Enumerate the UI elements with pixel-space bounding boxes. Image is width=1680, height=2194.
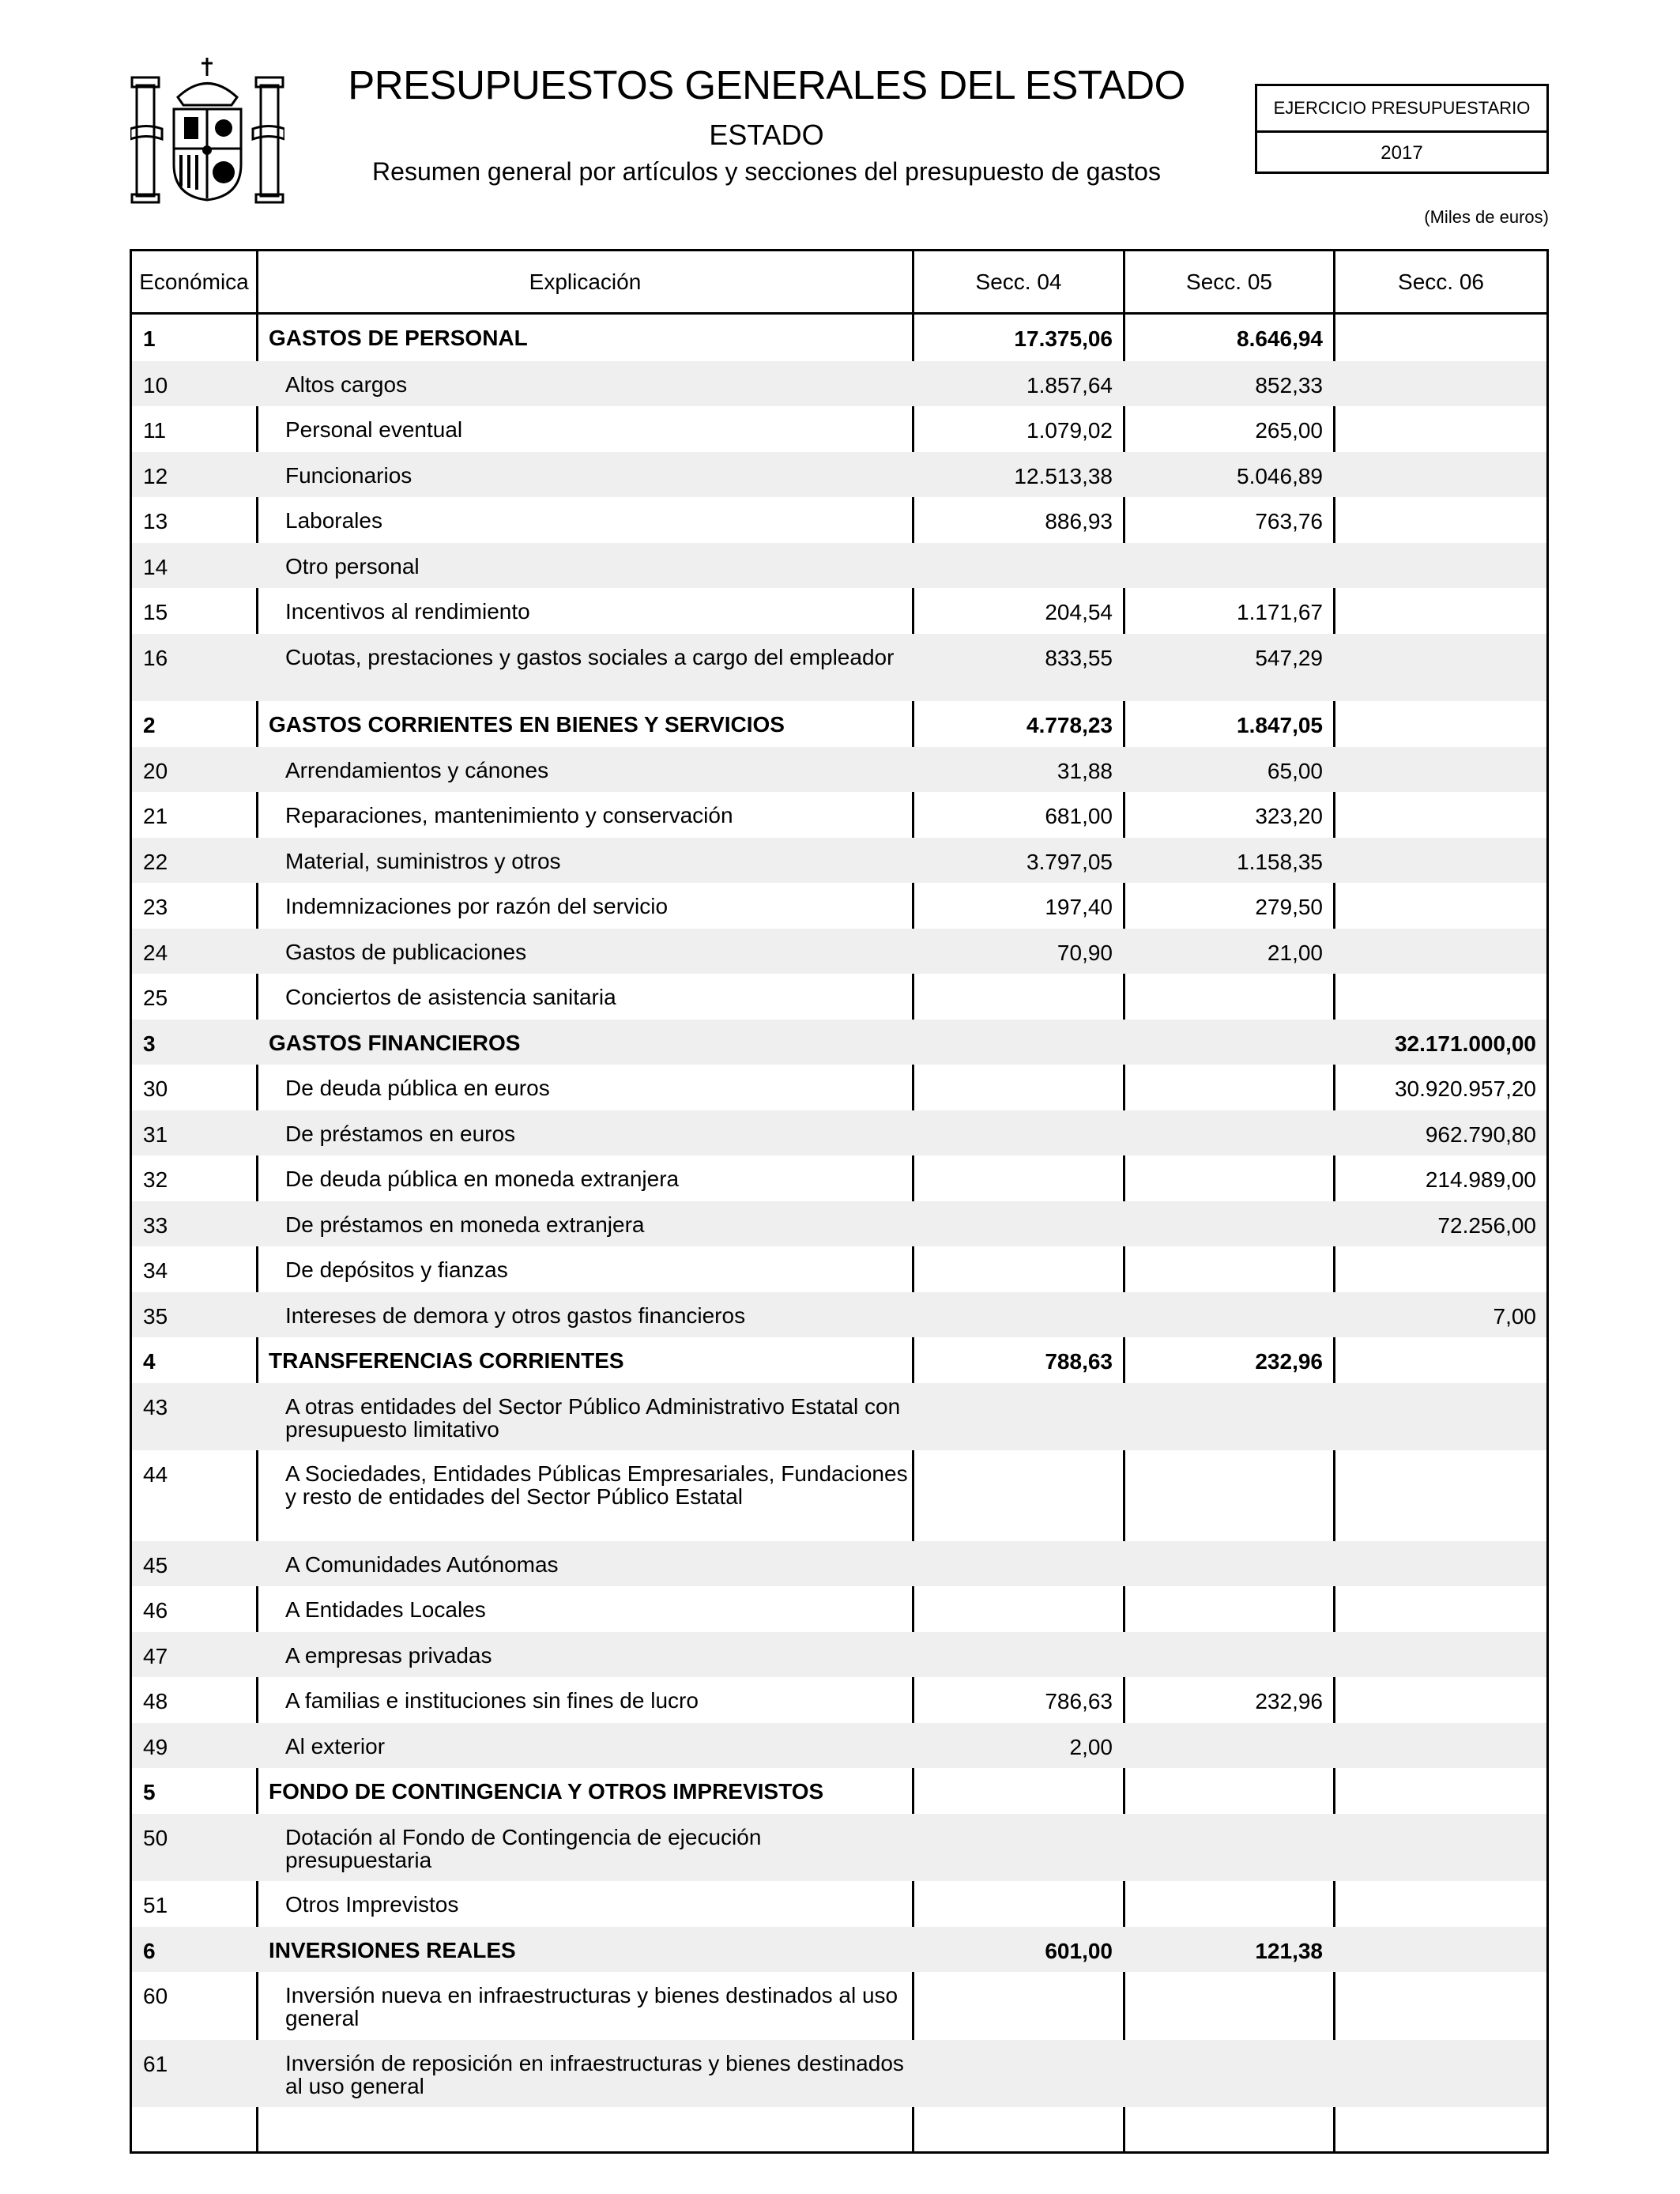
row-explanation: De préstamos en moneda extranjera — [285, 1212, 645, 1237]
row-secc-05: 65,00 — [1267, 758, 1323, 783]
row-code: 31 — [143, 1122, 168, 1147]
table-row — [132, 792, 1546, 838]
row-secc-06 — [1333, 1768, 1546, 1814]
table-row — [132, 452, 1546, 498]
row-secc-05: 265,00 — [1255, 418, 1323, 443]
row-code: 11 — [143, 418, 167, 443]
row-secc-06: 962.790,80 — [1425, 1122, 1536, 1147]
row-explanation: Indemnizaciones por razón del servicio — [285, 894, 669, 918]
row-secc-05: 1.158,35 — [1237, 849, 1323, 874]
row-explanation: Material, suministros y otros — [285, 848, 561, 873]
row-secc-05 — [1123, 543, 1333, 589]
row-secc-05 — [1123, 1450, 1333, 1541]
row-secc-06 — [1333, 361, 1546, 407]
row-code: 60 — [143, 1984, 168, 2008]
row-secc-04 — [912, 1292, 1123, 1338]
row-secc-04: 197,40 — [1045, 895, 1113, 919]
row-secc-04: 17.375,06 — [1014, 326, 1113, 351]
row-code: 25 — [143, 986, 168, 1010]
row-secc-04: 3.797,05 — [1026, 849, 1113, 874]
table-header — [132, 251, 1546, 315]
row-secc-04: 2,00 — [1069, 1734, 1113, 1759]
row-explanation: Conciertos de asistencia sanitaria — [285, 985, 616, 1009]
row-secc-04 — [912, 1768, 1123, 1814]
header-explicacion: Explicación — [529, 270, 642, 294]
row-explanation: Dotación al Fondo de Contingencia de ejecución presupuestaria — [285, 1824, 762, 1872]
row-explanation: Laborales — [285, 508, 382, 533]
header-secc-04: Secc. 04 — [975, 270, 1062, 294]
row-secc-06: 72.256,00 — [1437, 1212, 1536, 1238]
row-secc-04: 833,55 — [1045, 645, 1113, 670]
row-secc-04 — [912, 543, 1123, 589]
row-secc-05 — [1123, 1768, 1333, 1814]
row-explanation: GASTOS DE PERSONAL — [269, 326, 528, 350]
row-code: 43 — [143, 1394, 168, 1419]
row-explanation: Reparaciones, mantenimiento y conservación — [285, 803, 733, 827]
row-code: 46 — [143, 1598, 168, 1623]
table-row — [132, 1383, 1546, 1451]
table-row — [132, 1881, 1546, 1927]
row-explanation: A Entidades Locales — [285, 1597, 486, 1622]
table-row — [132, 1814, 1546, 1882]
row-secc-06 — [1333, 929, 1546, 974]
row-secc-06 — [1333, 1677, 1546, 1723]
row-code: 47 — [143, 1643, 168, 1668]
table-row — [132, 315, 1546, 361]
row-secc-05: 5.046,89 — [1237, 463, 1323, 488]
row-explanation: Al exterior — [285, 1733, 386, 1759]
row-secc-06 — [1333, 1383, 1546, 1451]
table-body — [132, 315, 1546, 2151]
table-row — [132, 634, 1546, 702]
row-secc-06: 214.989,00 — [1425, 1167, 1536, 1192]
row-secc-05 — [1123, 1881, 1333, 1927]
row-secc-05 — [1123, 1541, 1333, 1587]
row-secc-06 — [1333, 406, 1546, 452]
page-subtitle: ESTADO — [709, 119, 824, 151]
table-row — [132, 497, 1546, 543]
row-secc-05 — [1123, 1155, 1333, 1201]
row-code: 4 — [143, 1349, 156, 1374]
row-secc-06 — [1333, 1246, 1546, 1292]
row-explanation: FONDO DE CONTINGENCIA Y OTROS IMPREVISTOS — [269, 1779, 824, 1804]
row-code: 34 — [143, 1258, 168, 1283]
row-secc-05 — [1123, 974, 1333, 1020]
row-explanation: A Comunidades Autónomas — [285, 1551, 559, 1577]
row-secc-04 — [912, 1246, 1123, 1292]
row-secc-04 — [912, 1383, 1123, 1451]
row-secc-04: 1.857,64 — [1026, 372, 1113, 398]
table-row — [132, 883, 1546, 929]
row-secc-04 — [912, 1541, 1123, 1587]
row-code: 45 — [143, 1552, 168, 1578]
row-secc-06 — [1333, 452, 1546, 498]
row-secc-06 — [1333, 974, 1546, 1020]
row-explanation: Gastos de publicaciones — [285, 939, 527, 964]
row-code: 14 — [143, 554, 168, 579]
row-explanation: GASTOS CORRIENTES EN BIENES Y SERVICIOS — [269, 712, 785, 737]
row-code: 20 — [143, 758, 168, 783]
row-secc-04 — [912, 1632, 1123, 1678]
row-code: 6 — [143, 1938, 156, 1963]
table-row — [132, 838, 1546, 884]
row-secc-05: 8.646,94 — [1237, 326, 1323, 351]
table-row — [132, 1246, 1546, 1292]
table-row — [132, 543, 1546, 589]
header-secc-06: Secc. 06 — [1398, 270, 1484, 294]
row-secc-06 — [1333, 883, 1546, 929]
row-secc-04 — [912, 1201, 1123, 1247]
table-row — [132, 1292, 1546, 1338]
table-row — [132, 1110, 1546, 1156]
row-secc-05: 852,33 — [1255, 372, 1323, 398]
row-secc-05: 323,20 — [1255, 804, 1323, 828]
table-row — [132, 974, 1546, 1020]
table-row — [132, 747, 1546, 793]
row-code: 12 — [143, 463, 168, 488]
row-secc-06 — [1333, 1723, 1546, 1769]
row-secc-06 — [1333, 588, 1546, 634]
row-secc-05: 763,76 — [1255, 509, 1323, 533]
table-row — [132, 1586, 1546, 1632]
row-secc-04 — [912, 1450, 1123, 1541]
row-code: 33 — [143, 1212, 168, 1238]
header-secc-05: Secc. 05 — [1186, 270, 1272, 294]
budget-table — [130, 249, 1549, 2154]
row-secc-06 — [1333, 543, 1546, 589]
row-code: 1 — [143, 326, 156, 351]
row-secc-05 — [1123, 1632, 1333, 1678]
row-explanation: Altos cargos — [285, 371, 408, 397]
row-secc-05 — [1123, 1246, 1333, 1292]
table-row — [132, 1155, 1546, 1201]
row-secc-04: 31,88 — [1057, 758, 1113, 783]
row-secc-06 — [1333, 1450, 1546, 1541]
row-code: 44 — [143, 1462, 168, 1487]
row-secc-06 — [1333, 1632, 1546, 1678]
row-secc-05 — [1123, 1814, 1333, 1882]
row-secc-05 — [1123, 1383, 1333, 1451]
table-row — [132, 1972, 1546, 2040]
row-code: 50 — [143, 1825, 168, 1850]
row-secc-05: 21,00 — [1267, 940, 1323, 965]
row-secc-04: 70,90 — [1057, 940, 1113, 965]
row-secc-05: 547,29 — [1255, 645, 1323, 670]
row-explanation: INVERSIONES REALES — [269, 1937, 516, 1962]
row-code: 35 — [143, 1303, 168, 1329]
row-secc-06: 30.920.957,20 — [1394, 1076, 1536, 1101]
row-explanation: Incentivos al rendimiento — [285, 599, 530, 624]
row-code: 49 — [143, 1734, 168, 1759]
row-explanation: A otras entidades del Sector Público Administrativo Estatal con presupuesto limitativo — [285, 1393, 901, 1442]
table-row — [132, 361, 1546, 407]
table-row — [132, 1201, 1546, 1247]
row-secc-04: 886,93 — [1045, 509, 1113, 533]
row-secc-05 — [1123, 1723, 1333, 1769]
row-secc-04: 788,63 — [1045, 1349, 1113, 1374]
row-secc-06 — [1333, 747, 1546, 793]
row-explanation: Arrendamientos y cánones — [285, 757, 549, 782]
row-secc-04: 601,00 — [1045, 1938, 1113, 1963]
table-row — [132, 1450, 1546, 1541]
row-secc-04: 12.513,38 — [1014, 463, 1113, 488]
table-row — [132, 1927, 1546, 1973]
row-secc-04 — [912, 1972, 1123, 2040]
row-secc-06 — [1333, 701, 1546, 747]
table-row — [132, 929, 1546, 974]
row-code: 48 — [143, 1689, 168, 1713]
row-secc-04: 1.079,02 — [1026, 418, 1113, 443]
row-code: 3 — [143, 1031, 156, 1056]
row-secc-04: 681,00 — [1045, 804, 1113, 828]
row-secc-05 — [1123, 1020, 1333, 1065]
header-economica: Económica — [139, 270, 249, 294]
row-secc-06 — [1333, 1586, 1546, 1632]
row-code: 24 — [143, 940, 168, 965]
row-secc-06 — [1333, 315, 1546, 361]
row-secc-06: 7,00 — [1493, 1303, 1536, 1329]
row-secc-04 — [912, 974, 1123, 1020]
row-explanation: TRANSFERENCIAS CORRIENTES — [269, 1348, 624, 1373]
row-secc-06 — [1333, 1881, 1546, 1927]
table-row — [132, 701, 1546, 747]
table-row — [132, 1020, 1546, 1065]
units-note: (Miles de euros) — [1424, 207, 1549, 227]
row-explanation: Personal eventual — [285, 417, 463, 442]
row-secc-04: 204,54 — [1045, 600, 1113, 624]
row-secc-06 — [1333, 2040, 1546, 2108]
row-code: 21 — [143, 804, 168, 828]
row-explanation: Cuotas, prestaciones y gastos sociales a cargo del empleador — [285, 644, 895, 669]
page-title: PRESUPUESTOS GENERALES DEL ESTADO — [348, 62, 1185, 107]
row-code: 51 — [143, 1893, 168, 1917]
row-explanation: A familias e instituciones sin fines de lucro — [285, 1688, 699, 1713]
row-secc-06 — [1333, 1972, 1546, 2040]
row-secc-06 — [1333, 792, 1546, 838]
row-secc-05 — [1123, 1972, 1333, 2040]
table-row — [132, 1677, 1546, 1723]
row-secc-06 — [1333, 634, 1546, 702]
row-explanation: Inversión nueva en infraestructuras y bienes destinados al uso general — [285, 1983, 898, 2030]
row-secc-05 — [1123, 2040, 1333, 2108]
row-secc-04 — [912, 1814, 1123, 1882]
row-explanation: Funcionarios — [285, 462, 412, 488]
row-secc-05 — [1123, 1292, 1333, 1338]
row-code: 10 — [143, 372, 168, 398]
table-row — [132, 1541, 1546, 1587]
row-secc-05: 232,96 — [1255, 1689, 1323, 1713]
table-row — [132, 1065, 1546, 1110]
row-secc-06: 32.171.000,00 — [1394, 1031, 1536, 1056]
row-code: 2 — [143, 713, 156, 737]
page-description: Resumen general por artículos y secciones del presupuesto de gastos — [372, 157, 1161, 186]
row-code: 61 — [143, 2051, 168, 2076]
table-row — [132, 1768, 1546, 1814]
row-secc-04 — [912, 1110, 1123, 1156]
row-secc-05: 279,50 — [1255, 895, 1323, 919]
row-secc-04 — [912, 2040, 1123, 2108]
row-secc-04: 786,63 — [1045, 1689, 1113, 1713]
table-row — [132, 406, 1546, 452]
row-code: 30 — [143, 1076, 168, 1101]
row-explanation: De deuda pública en moneda extranjera — [285, 1167, 680, 1191]
row-explanation: Otros Imprevistos — [285, 1892, 459, 1917]
row-secc-04 — [912, 1155, 1123, 1201]
row-secc-04 — [912, 1020, 1123, 1065]
row-secc-06 — [1333, 1541, 1546, 1587]
row-secc-06 — [1333, 1927, 1546, 1973]
row-secc-04 — [912, 1881, 1123, 1927]
row-explanation: GASTOS FINANCIEROS — [269, 1030, 521, 1055]
row-secc-04: 4.778,23 — [1026, 713, 1113, 737]
row-code: 23 — [143, 895, 168, 919]
table-row — [132, 1632, 1546, 1678]
row-secc-04 — [912, 1586, 1123, 1632]
row-secc-05: 121,38 — [1255, 1938, 1323, 1963]
row-secc-06 — [1333, 1337, 1546, 1383]
row-secc-05 — [1123, 1110, 1333, 1156]
row-secc-05 — [1123, 1065, 1333, 1110]
table-row — [132, 588, 1546, 634]
row-explanation: De deuda pública en euros — [285, 1076, 550, 1100]
row-explanation: A empresas privadas — [285, 1642, 492, 1668]
row-code: 13 — [143, 509, 168, 533]
row-explanation: Otro personal — [285, 553, 420, 579]
row-code: 5 — [143, 1780, 156, 1804]
row-secc-05 — [1123, 1201, 1333, 1247]
row-explanation: Intereses de demora y otros gastos financieros — [285, 1302, 746, 1328]
row-explanation: De depósitos y fianzas — [285, 1257, 508, 1282]
table-row — [132, 1337, 1546, 1383]
row-secc-05: 232,96 — [1255, 1349, 1323, 1374]
ejercicio-year: 2017 — [1381, 142, 1423, 164]
row-code: 22 — [143, 849, 168, 874]
table-row — [132, 2040, 1546, 2108]
ejercicio-label: EJERCICIO PRESUPUESTARIO — [1257, 86, 1546, 133]
row-secc-05: 1.171,67 — [1237, 600, 1323, 624]
row-explanation: De préstamos en euros — [285, 1121, 516, 1146]
row-secc-06 — [1333, 838, 1546, 884]
row-secc-06 — [1333, 1814, 1546, 1882]
row-code: 15 — [143, 600, 168, 624]
row-explanation: A Sociedades, Entidades Públicas Empresariales, Fundaciones y resto de entidades del Sector Público Estatal — [285, 1461, 908, 1509]
row-secc-05: 1.847,05 — [1237, 713, 1323, 737]
row-secc-04 — [912, 1065, 1123, 1110]
ejercicio-box — [1255, 84, 1549, 174]
row-code: 16 — [143, 645, 168, 670]
row-code: 32 — [143, 1167, 168, 1192]
coat-of-arms-icon — [130, 54, 284, 204]
row-explanation: Inversión de reposición en infraestructuras y bienes destinados al uso general — [285, 2050, 904, 2098]
row-secc-06 — [1333, 497, 1546, 543]
row-secc-05 — [1123, 1586, 1333, 1632]
table-row — [132, 1723, 1546, 1769]
